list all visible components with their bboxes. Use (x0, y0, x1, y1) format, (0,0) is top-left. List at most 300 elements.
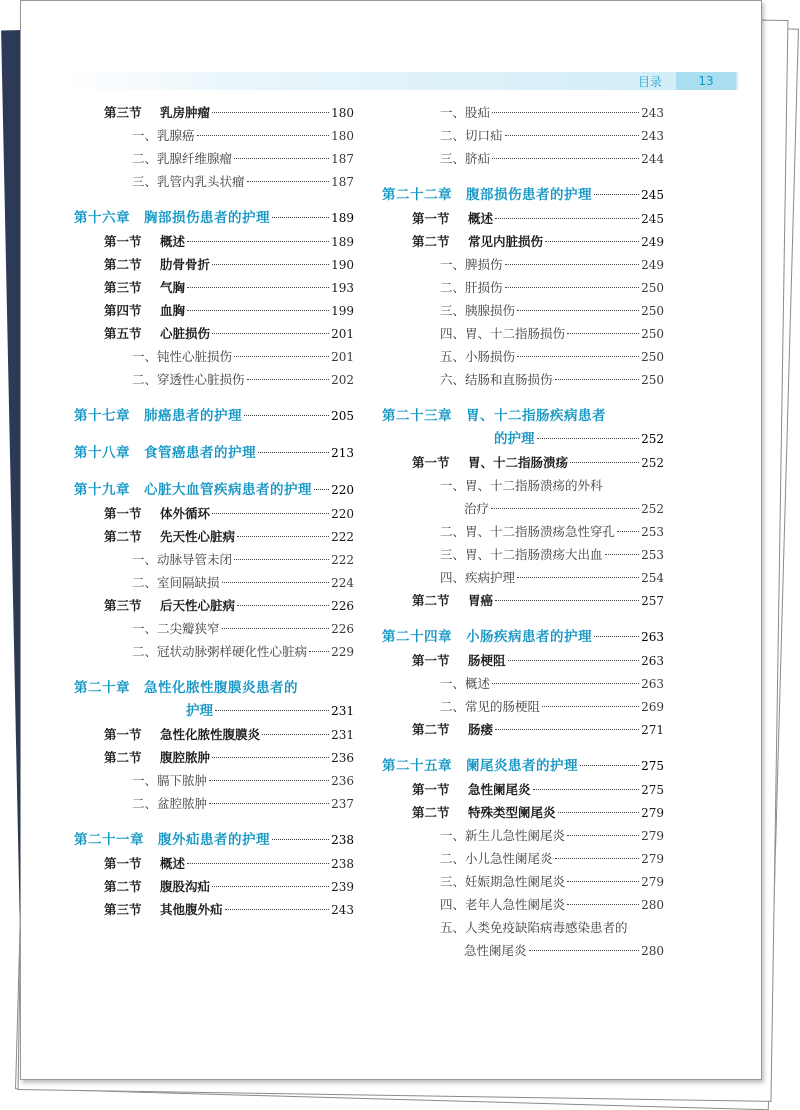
toc-section-number: 第一节 (412, 653, 450, 668)
toc-page-number: 243 (641, 106, 664, 120)
toc-title (104, 726, 260, 743)
toc-title: 三、脐疝 (440, 151, 491, 166)
toc-item (382, 546, 664, 569)
toc-item (74, 620, 354, 643)
toc-item (74, 173, 354, 196)
toc-section (74, 256, 354, 279)
toc-section-title: 体外循环 (160, 506, 211, 521)
toc-item (74, 348, 354, 371)
toc-page-number: 222 (331, 553, 354, 567)
toc-section (74, 233, 354, 256)
toc-title: 五、人类免疫缺陷病毒感染患者的 (440, 920, 628, 935)
toc-section-title: 概述 (160, 234, 186, 249)
toc-chapter (74, 680, 354, 703)
toc-page-number: 253 (641, 525, 664, 539)
toc-title: 二、室间隔缺损 (132, 575, 220, 590)
toc-page-number: 279 (641, 806, 664, 820)
toc-section-title: 气胸 (160, 280, 186, 295)
toc-page-number: 245 (641, 188, 664, 202)
toc-title: 的护理 (494, 431, 535, 447)
toc-page-number: 237 (331, 797, 354, 811)
dot-leader (234, 559, 329, 560)
toc-right-column (382, 104, 664, 965)
toc-title: 第十八章 食管癌患者的护理 (74, 445, 256, 461)
toc-page-number: 250 (641, 327, 664, 341)
toc-page-number: 199 (331, 304, 354, 318)
toc-gap (74, 196, 354, 210)
toc-title (104, 878, 210, 895)
toc-page-number: 263 (641, 677, 664, 691)
toc-page-number: 238 (331, 833, 354, 847)
dot-leader (212, 886, 329, 887)
dot-leader (212, 112, 329, 113)
toc-item (382, 873, 664, 896)
dot-leader (567, 881, 639, 882)
toc-section-title: 胃癌 (468, 593, 494, 608)
toc-title (412, 592, 493, 609)
toc-page-number: 280 (641, 898, 664, 912)
toc-page-number: 263 (641, 654, 664, 668)
toc-page-number: 189 (331, 235, 354, 249)
toc-page-number: 279 (641, 875, 664, 889)
dot-leader (491, 508, 639, 509)
toc-page-number: 239 (331, 880, 354, 894)
toc-title: 治疗 (464, 501, 490, 516)
toc-section (74, 302, 354, 325)
toc-gap (382, 744, 664, 758)
dot-leader (187, 241, 329, 242)
toc-gap (74, 468, 354, 482)
toc-title: 第十九章 心脏大血管疾病患者的护理 (74, 482, 312, 498)
toc-title (412, 781, 531, 798)
toc-title: 一、脾损伤 (440, 257, 503, 272)
toc-page-number: 263 (641, 630, 664, 644)
toc-section (74, 279, 354, 302)
toc-title (104, 325, 210, 342)
dot-leader (187, 310, 329, 311)
dot-leader (222, 582, 330, 583)
toc-page-number: 275 (641, 759, 664, 773)
toc-page-number: 275 (641, 783, 664, 797)
toc-section-title: 心脏损伤 (160, 326, 211, 341)
dot-leader (495, 218, 639, 219)
toc-page-number: 245 (641, 212, 664, 226)
dot-leader (517, 577, 639, 578)
toc-page-number: 224 (331, 576, 354, 590)
toc-title (412, 721, 493, 738)
toc-page-number: 220 (331, 507, 354, 521)
toc-section-title: 其他腹外疝 (160, 902, 223, 917)
dot-leader (314, 489, 329, 490)
toc-title: 第二十一章 腹外疝患者的护理 (74, 832, 270, 848)
toc-page-number: 201 (331, 327, 354, 341)
toc-page-number: 244 (641, 152, 664, 166)
toc-title: 一、新生儿急性阑尾炎 (440, 828, 566, 843)
toc-section (382, 804, 664, 827)
toc-item (382, 150, 664, 173)
dot-leader (212, 757, 329, 758)
toc-item (74, 371, 354, 394)
dot-leader (262, 734, 329, 735)
toc-title (104, 749, 210, 766)
toc-item (382, 256, 664, 279)
toc-title: 护理 (186, 703, 213, 719)
dot-leader (545, 241, 639, 242)
toc-section-title: 肋骨骨折 (160, 257, 211, 272)
toc-page-number: 254 (641, 571, 664, 585)
toc-page-number: 269 (641, 700, 664, 714)
toc-chapter-continued (382, 431, 664, 454)
dot-leader (537, 438, 640, 439)
toc-title (104, 855, 185, 872)
toc-gap (74, 431, 354, 445)
dot-leader (555, 379, 640, 380)
dot-leader (505, 135, 640, 136)
toc-title: 二、胃、十二指肠溃疡急性穿孔 (440, 524, 616, 539)
toc-section-title: 先天性心脏病 (160, 529, 236, 544)
toc-chapter-continued (74, 703, 354, 726)
toc-page-number: 243 (641, 129, 664, 143)
toc-title: 二、穿透性心脏损伤 (132, 372, 245, 387)
toc-page-number: 193 (331, 281, 354, 295)
toc-page-number: 231 (331, 704, 354, 718)
toc-page-number: 279 (641, 852, 664, 866)
toc-page-number: 249 (641, 258, 664, 272)
toc-title: 二、常见的肠梗阻 (440, 699, 541, 714)
dot-leader (222, 628, 330, 629)
toc-page-number: 189 (331, 211, 354, 225)
dot-leader (258, 452, 329, 453)
toc-title: 一、乳腺癌 (132, 128, 195, 143)
toc-title: 第二十章 急性化脓性腹膜炎患者的 (74, 680, 298, 696)
dot-leader (567, 333, 639, 334)
dot-leader (234, 158, 329, 159)
toc-page-number: 220 (331, 483, 354, 497)
toc-title (104, 302, 185, 319)
toc-item (382, 569, 664, 592)
toc-page-number: 243 (331, 903, 354, 917)
toc-section (74, 104, 354, 127)
toc-item (74, 551, 354, 574)
toc-gap (74, 818, 354, 832)
dot-leader (594, 194, 639, 195)
toc-item (382, 348, 664, 371)
toc-section (74, 726, 354, 749)
toc-gap (74, 666, 354, 680)
dot-leader (197, 135, 330, 136)
toc-section-title: 常见内脏损伤 (468, 234, 544, 249)
dot-leader (580, 765, 639, 766)
toc-section (382, 454, 664, 477)
dot-leader (567, 835, 639, 836)
dot-leader (187, 863, 329, 864)
toc-section-number: 第五节 (104, 326, 142, 341)
dot-leader (529, 950, 640, 951)
toc-section (74, 528, 354, 551)
toc-page-number: 202 (331, 373, 354, 387)
toc-title: 一、膈下脓肿 (132, 773, 208, 788)
toc-section-number: 第三节 (104, 105, 142, 120)
toc-section-number: 第二节 (104, 257, 142, 272)
toc-section-number: 第三节 (104, 902, 142, 917)
dot-leader (605, 554, 640, 555)
toc-title: 一、二尖瓣狭窄 (132, 621, 220, 636)
toc-section (74, 878, 354, 901)
toc-page-number: 257 (641, 594, 664, 608)
toc-item (382, 104, 664, 127)
toc-section-number: 第二节 (104, 750, 142, 765)
dot-leader (237, 536, 329, 537)
toc-item (382, 325, 664, 348)
toc-section-number: 第一节 (412, 455, 450, 470)
toc-item (382, 477, 664, 500)
dot-leader (272, 839, 329, 840)
toc-title: 第十七章 肺癌患者的护理 (74, 408, 242, 424)
toc-section-number: 第二节 (412, 722, 450, 737)
dot-leader (542, 706, 639, 707)
toc-title: 一、钝性心脏损伤 (132, 349, 233, 364)
toc-page-number: 205 (331, 409, 354, 423)
toc-page-number: 252 (641, 456, 664, 470)
toc-item (74, 772, 354, 795)
toc-page-number: 187 (331, 152, 354, 166)
toc-item (382, 523, 664, 546)
toc-item (74, 643, 354, 666)
toc-gap (382, 394, 664, 408)
dot-leader (187, 287, 329, 288)
toc-section-number: 第一节 (104, 856, 142, 871)
toc-section-number: 第一节 (104, 506, 142, 521)
toc-item (382, 675, 664, 698)
toc-title: 一、概述 (440, 676, 491, 691)
dot-leader (492, 683, 639, 684)
dot-leader (555, 858, 640, 859)
dot-leader (570, 462, 639, 463)
toc-section (74, 597, 354, 620)
toc-title: 二、小儿急性阑尾炎 (440, 851, 553, 866)
toc-item (382, 896, 664, 919)
toc-page-number: 226 (331, 599, 354, 613)
dot-leader (237, 605, 329, 606)
dot-leader (517, 310, 639, 311)
toc-page-number: 279 (641, 829, 664, 843)
toc-chapter (382, 408, 664, 431)
toc-title: 一、动脉导管未闭 (132, 552, 233, 567)
toc-title (412, 233, 543, 250)
toc-section (382, 721, 664, 744)
dot-leader (533, 789, 640, 790)
toc-section-title: 特殊类型阑尾炎 (468, 805, 556, 820)
toc-title (104, 233, 185, 250)
toc-title: 第十六章 胸部损伤患者的护理 (74, 210, 270, 226)
toc-title: 三、乳管内乳头状瘤 (132, 174, 245, 189)
toc-item (382, 371, 664, 394)
toc-page-number: 250 (641, 350, 664, 364)
toc-section (74, 901, 354, 924)
dot-leader (505, 264, 640, 265)
toc-title: 第二十四章 小肠疾病患者的护理 (382, 629, 592, 645)
toc-page-number: 253 (641, 548, 664, 562)
dot-leader (215, 710, 329, 711)
dot-leader (594, 636, 639, 637)
toc-section (74, 505, 354, 528)
toc-page-number: 180 (331, 129, 354, 143)
toc-page-number: 231 (331, 728, 354, 742)
toc-item (74, 795, 354, 818)
toc-section-title: 肠梗阻 (468, 653, 506, 668)
toc-title: 六、结肠和直肠损伤 (440, 372, 553, 387)
toc-title: 三、胃、十二指肠溃疡大出血 (440, 547, 603, 562)
dot-leader (309, 651, 329, 652)
dot-leader (492, 158, 639, 159)
toc-section-number: 第三节 (104, 280, 142, 295)
dot-leader (492, 112, 639, 113)
toc-page-number: 213 (331, 446, 354, 460)
dot-leader (495, 729, 639, 730)
toc-item (382, 279, 664, 302)
dot-leader (209, 803, 329, 804)
toc-section-title: 血胸 (160, 303, 186, 318)
toc-page-number: 250 (641, 373, 664, 387)
toc-section-title: 后天性心脏病 (160, 598, 236, 613)
dot-leader (505, 287, 640, 288)
toc-page-number: 271 (641, 723, 664, 737)
toc-chapter (74, 210, 354, 233)
dot-leader (212, 333, 329, 334)
toc-gap (74, 394, 354, 408)
dot-leader (247, 181, 330, 182)
toc-section-number: 第四节 (104, 303, 142, 318)
toc-page-number: 229 (331, 645, 354, 659)
toc-item (382, 127, 664, 150)
dot-leader (234, 356, 329, 357)
toc-section (74, 749, 354, 772)
toc-title (412, 210, 493, 227)
toc-section (382, 652, 664, 675)
dot-leader (244, 415, 329, 416)
toc-page-number: 236 (331, 774, 354, 788)
dot-leader (558, 812, 640, 813)
toc-item-continued (382, 500, 664, 523)
toc-title: 第二十五章 阑尾炎患者的护理 (382, 758, 578, 774)
header-title: 目录 (638, 75, 663, 89)
toc-page-number: 249 (641, 235, 664, 249)
dot-leader (212, 264, 329, 265)
toc-title (412, 652, 506, 669)
header-page-number: 13 (676, 72, 736, 90)
toc-section-number: 第三节 (104, 598, 142, 613)
toc-left-column (74, 104, 354, 924)
toc-section-title: 胃、十二指肠溃疡 (468, 455, 569, 470)
toc-chapter (74, 482, 354, 505)
dot-leader (517, 356, 639, 357)
toc-gap (382, 615, 664, 629)
toc-title: 四、疾病护理 (440, 570, 516, 585)
dot-leader (617, 531, 639, 532)
toc-title: 急性阑尾炎 (464, 943, 527, 958)
toc-page-number: 250 (641, 281, 664, 295)
toc-item (382, 850, 664, 873)
toc-chapter (74, 408, 354, 431)
toc-title (412, 804, 556, 821)
toc-title (104, 528, 235, 545)
toc-title: 四、胃、十二指肠损伤 (440, 326, 566, 341)
toc-section-number: 第一节 (412, 211, 450, 226)
toc-item (74, 150, 354, 173)
toc-section (382, 592, 664, 615)
toc-title: 一、胃、十二指肠溃疡的外科 (440, 478, 603, 493)
toc-item (382, 698, 664, 721)
toc-page-number: 252 (641, 432, 664, 446)
toc-page-number: 250 (641, 304, 664, 318)
toc-page-number: 238 (331, 857, 354, 871)
toc-title: 三、妊娠期急性阑尾炎 (440, 874, 566, 889)
toc-section (382, 210, 664, 233)
dot-leader (209, 780, 329, 781)
dot-leader (495, 600, 639, 601)
toc-section (74, 855, 354, 878)
toc-item (382, 827, 664, 850)
toc-title (104, 901, 223, 918)
toc-title: 二、盆腔脓肿 (132, 796, 208, 811)
toc-title: 二、切口疝 (440, 128, 503, 143)
toc-section-title: 乳房肿瘤 (160, 105, 211, 120)
toc-page-number: 252 (641, 502, 664, 516)
dot-leader (225, 909, 330, 910)
toc-title: 五、小肠损伤 (440, 349, 516, 364)
toc-section-title: 肠瘘 (468, 722, 494, 737)
dot-leader (247, 379, 330, 380)
toc-section-number: 第二节 (412, 805, 450, 820)
toc-title: 二、肝损伤 (440, 280, 503, 295)
toc-section-title: 概述 (160, 856, 186, 871)
toc-section-number: 第二节 (412, 234, 450, 249)
toc-title: 四、老年人急性阑尾炎 (440, 897, 566, 912)
toc-item (382, 302, 664, 325)
toc-section-number: 第一节 (104, 234, 142, 249)
toc-section-title: 腹腔脓肿 (160, 750, 211, 765)
dot-leader (567, 904, 639, 905)
toc-page-number: 180 (331, 106, 354, 120)
toc-title (104, 597, 235, 614)
toc-title: 二、乳腺纤维腺瘤 (132, 151, 233, 166)
toc-title: 第二十三章 胃、十二指肠疾病患者 (382, 408, 606, 424)
dot-leader (212, 513, 329, 514)
toc-item-continued (382, 942, 664, 965)
toc-title (104, 256, 210, 273)
toc-section-title: 急性化脓性腹膜炎 (160, 727, 261, 742)
toc-section-title: 腹股沟疝 (160, 879, 211, 894)
toc-page-number: 201 (331, 350, 354, 364)
toc-section-number: 第二节 (412, 593, 450, 608)
toc-page-number: 236 (331, 751, 354, 765)
toc-title: 第二十二章 腹部损伤患者的护理 (382, 187, 592, 203)
toc-section (382, 781, 664, 804)
toc-gap (382, 173, 664, 187)
toc-title (104, 104, 210, 121)
toc-item (382, 919, 664, 942)
toc-item (74, 127, 354, 150)
dot-leader (508, 660, 640, 661)
dot-leader (272, 217, 329, 218)
toc-section-title: 概述 (468, 211, 494, 226)
toc-section-number: 第一节 (412, 782, 450, 797)
toc-title (104, 505, 210, 522)
toc-page-number: 226 (331, 622, 354, 636)
toc-section (382, 233, 664, 256)
toc-chapter (382, 187, 664, 210)
toc-section-number: 第二节 (104, 529, 142, 544)
